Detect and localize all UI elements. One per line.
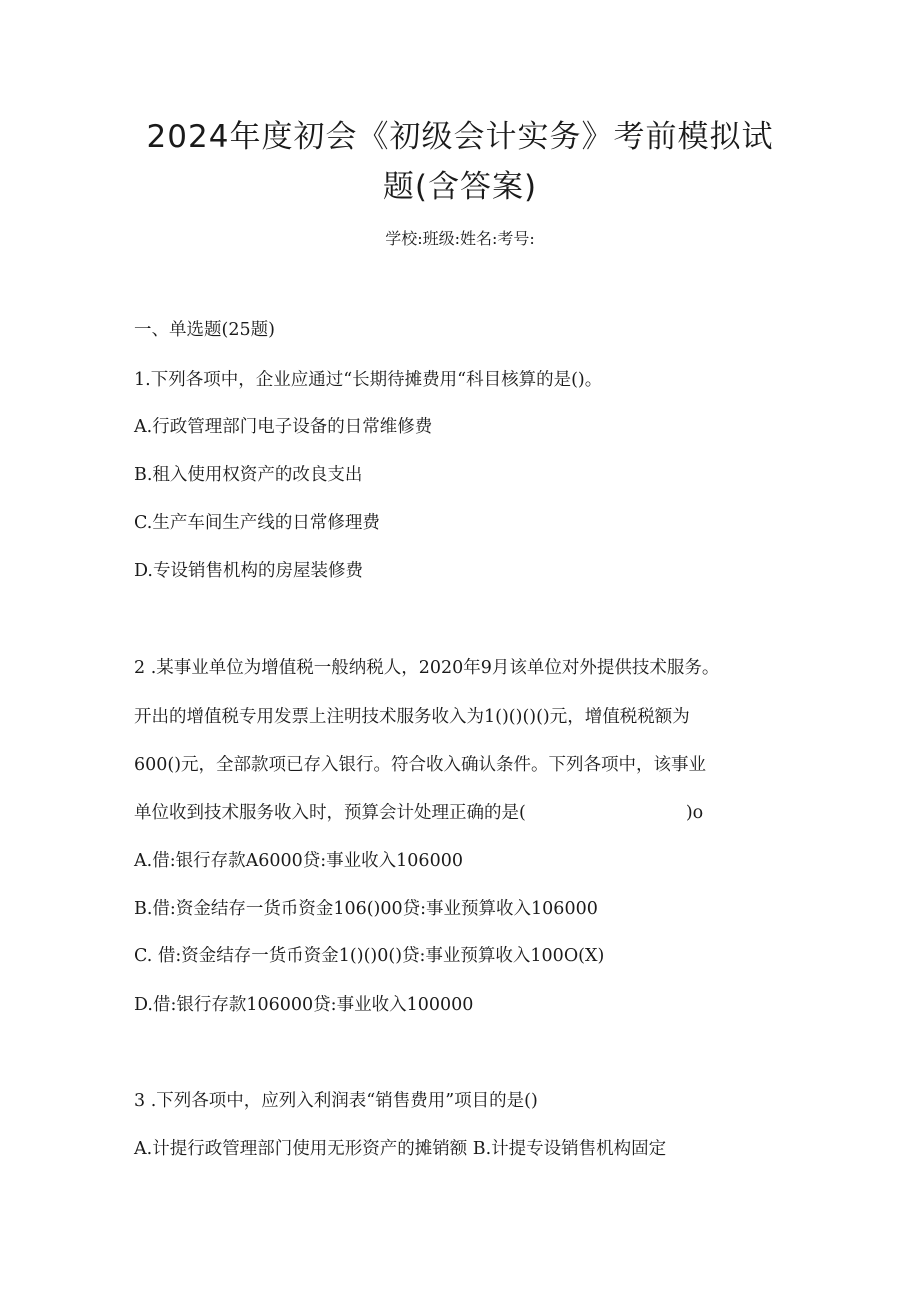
q2-stem-line-4 — [134, 801, 703, 825]
q2-option-a: A.借:银行存款A6000贷:事业收入106000 — [134, 851, 463, 871]
title-line-1: 2024年度初会《初级会计实务》考前模拟试 — [146, 119, 774, 155]
document-title — [100, 112, 820, 212]
q1-option-c: C.生产车间生产线的日常修理费 — [134, 513, 380, 533]
q2-stem-line-4-end: )o — [685, 803, 704, 823]
q2-stem-line-3: 600()元，全部款项已存入银行。符合收入确认条件。下列各项中，该事业 — [134, 755, 707, 775]
q2-stem-line-4-text: 单位收到技术服务收入时，预算会计处理正确的是( — [134, 803, 526, 823]
student-info-line: 学校:班级:姓名:考号: — [385, 229, 535, 248]
q1-stem: 1.下列各项中，企业应通过“长期待摊费用“科目核算的是()。 — [134, 370, 603, 390]
q1-option-a: A.行政管理部门电子设备的日常维修费 — [134, 417, 433, 437]
q2-stem-line-2: 开出的增值税专用发票上注明技术服务收入为1()()()()元，增值税税额为 — [134, 707, 690, 727]
q3-options: A.计提行政管理部门使用无形资产的摊销额 B.计提专设销售机构固定 — [134, 1139, 667, 1159]
q2-option-c: C. 借:资金结存一货币资金1()()0()贷:事业预算收入100O(X) — [134, 946, 605, 966]
section-heading: 一、单选题(25题) — [134, 320, 275, 340]
q2-stem-line-1: 2 .某事业单位为增值税一般纳税人，2020年9月该单位对外提供技术服务。 — [134, 658, 720, 678]
title-line-2: 题(含答案) — [382, 169, 538, 205]
q2-option-b: B.借:资金结存一货币资金106()00贷:事业预算收入106000 — [134, 899, 598, 919]
q3-stem: 3 .下列各项中，应列入利润表“销售费用”项目的是() — [134, 1091, 538, 1111]
q1-option-d: D.专设销售机构的房屋装修费 — [134, 561, 363, 581]
q2-option-d: D.借:银行存款106000贷:事业收入100000 — [134, 995, 474, 1015]
q1-option-b: B.租入使用权资产的改良支出 — [134, 465, 363, 485]
